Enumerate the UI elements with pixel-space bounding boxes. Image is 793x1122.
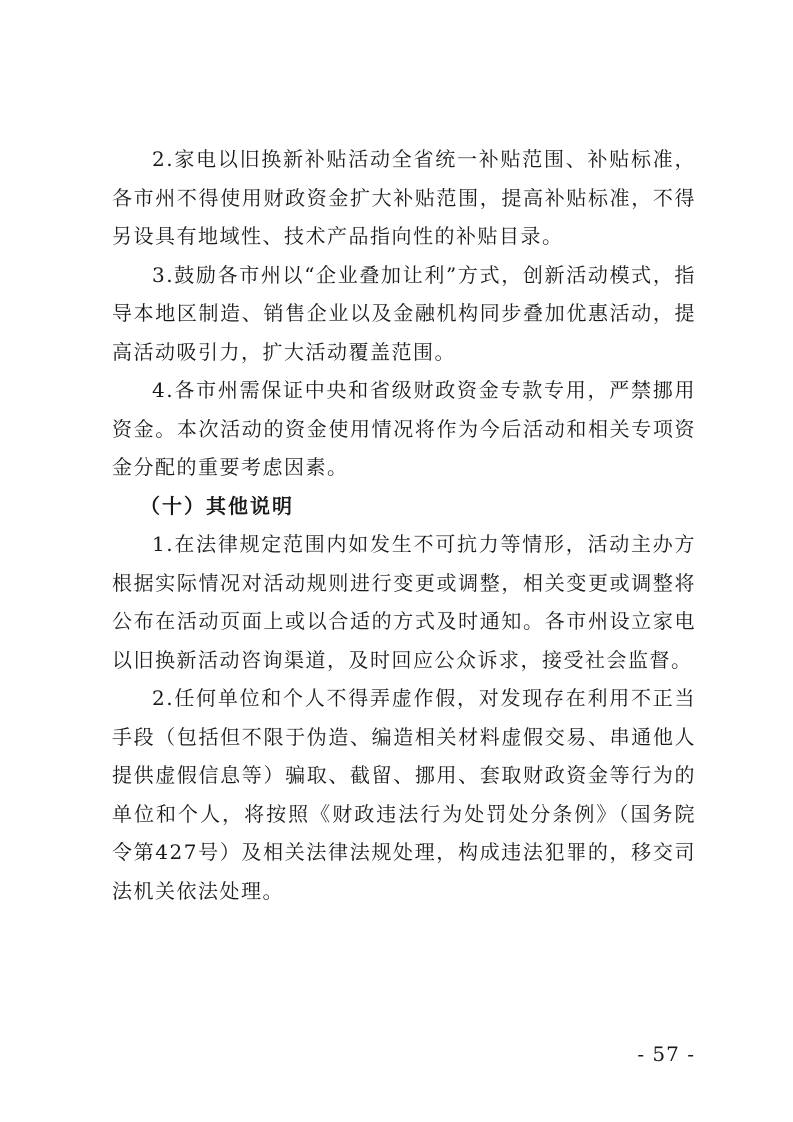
paragraph-fund-usage: 4.各市州需保证中央和省级财政资金专款专用，严禁挪用资金。本次活动的资金使用情况将作为今后活动和相关专项资金分配的重要考虑因素。 bbox=[112, 378, 696, 479]
document-body bbox=[112, 140, 696, 910]
paragraph-fraud-penalty: 2.任何单位和个人不得弄虚作假，对发现存在利用不正当手段（包括但不限于伪造、编造相关材料虚假交易、串通他人提供虚假信息等）骗取、截留、挪用、套取财政资金等行为的单位和个人，将按照《财政违法行为处罚处分条例》（国务院令第427号）及相关法律法规处理，构成违法犯罪的，移交司法机关依法处理。 bbox=[112, 686, 696, 903]
page-number: - 57 - bbox=[637, 1042, 695, 1066]
paragraph-force-majeure: 1.在法律规定范围内如发生不可抗力等情形，活动主办方根据实际情况对活动规则进行变更或调整，相关变更或调整将公布在活动页面上或以合适的方式及时通知。各市州设立家电以旧换新活动咨询渠道，及时回应公众诉求，接受社会监督。 bbox=[112, 532, 696, 672]
paragraph-enterprise-discount: 3.鼓励各市州以“企业叠加让利”方式，创新活动模式，指导本地区制造、销售企业以及金融机构同步叠加优惠活动，提高活动吸引力，扩大活动覆盖范围。 bbox=[112, 262, 696, 364]
paragraph-subsidy-standard: 2.家电以旧换新补贴活动全省统一补贴范围、补贴标准，各市州不得使用财政资金扩大补贴范围，提高补贴标准，不得另设具有地域性、技术产品指向性的补贴目录。 bbox=[112, 147, 696, 248]
section-heading-other-notes: （十）其他说明 bbox=[140, 493, 294, 518]
